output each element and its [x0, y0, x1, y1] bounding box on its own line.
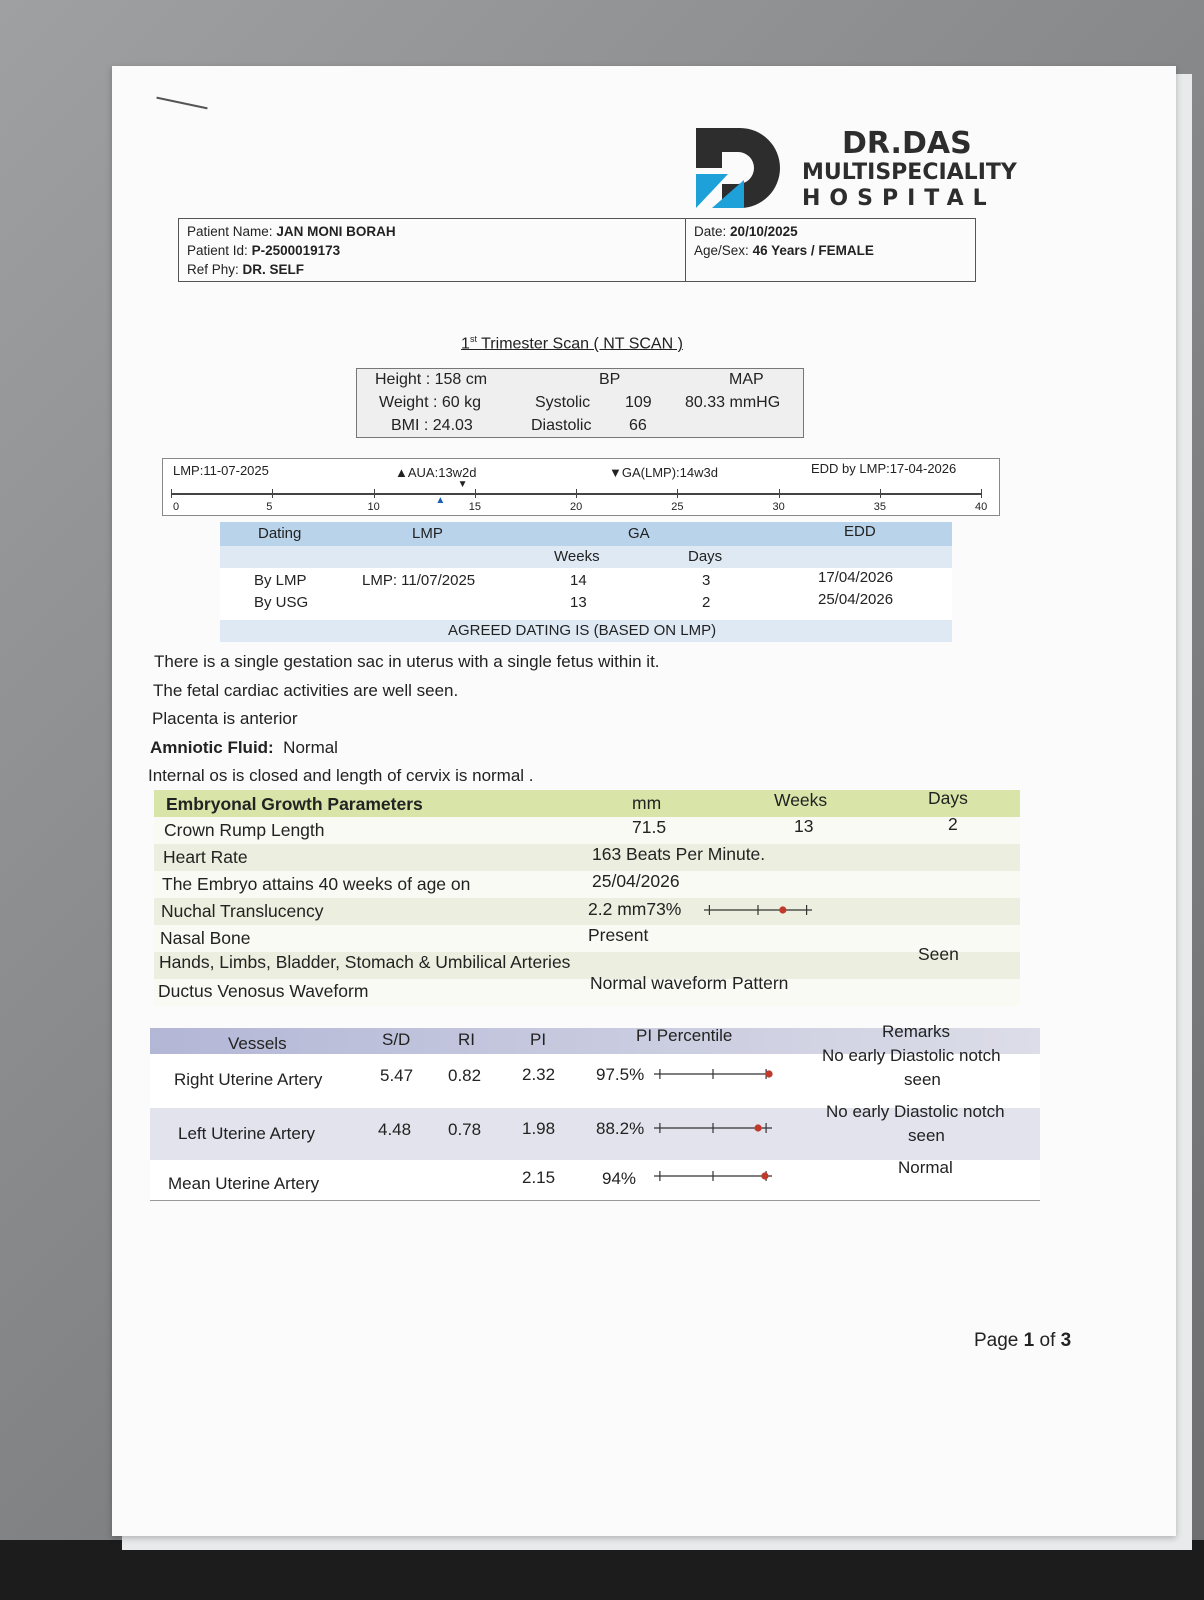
- age-sex: 46 Years / FEMALE: [752, 243, 874, 258]
- pen-mark: [156, 97, 207, 110]
- amniotic-fluid-label: Amniotic Fluid:: [150, 737, 274, 757]
- crl-days: 2: [948, 814, 958, 834]
- timeline-tick-label: 0: [173, 501, 180, 513]
- patient-id-row: Patient Id: P-2500019173: [187, 243, 341, 258]
- vessels-col-remarks: Remarks: [882, 1022, 951, 1041]
- timeline-tick: [272, 489, 273, 498]
- crl-weeks: 13: [794, 816, 814, 836]
- timeline-tick: [576, 489, 577, 498]
- dating-col-ga: GA: [628, 525, 650, 542]
- nt-label: Nuchal Translucency: [161, 901, 324, 921]
- bp-label: BP: [599, 371, 621, 388]
- growth-title: Embryonal Growth Parameters: [166, 794, 423, 814]
- vessels-col-pi: PI: [530, 1030, 547, 1049]
- timeline-tick: [374, 489, 375, 498]
- vessel-pi: 1.98: [522, 1119, 556, 1138]
- dating-row-label: By LMP: [254, 572, 307, 589]
- vessel-pi: 2.15: [522, 1168, 556, 1187]
- date-row: Date: 20/10/2025: [694, 224, 798, 239]
- timeline-lmp: LMP:11-07-2025: [173, 463, 269, 478]
- height: Height : 158 cm: [375, 371, 488, 388]
- percentile-marker: [754, 1124, 761, 1131]
- hospital-logo: [682, 124, 1022, 214]
- dating-row-days: 3: [702, 572, 711, 589]
- dating-sub-weeks: Weeks: [554, 548, 600, 565]
- timeline-tick-label: 40: [975, 501, 988, 513]
- dating-footer: [220, 620, 952, 642]
- scan-title: 1st Trimester Scan ( NT SCAN ): [461, 334, 683, 353]
- timeline-ga: ▼GA(LMP):14w3d: [609, 465, 718, 480]
- timeline-tick-label: 20: [570, 501, 583, 513]
- growth-parameters-table: [154, 790, 1020, 1006]
- term-label: The Embryo attains 40 weeks of age on: [162, 874, 471, 894]
- timeline-tick-label: 10: [367, 501, 380, 513]
- aua-marker-icon: ▲: [435, 495, 446, 506]
- vessel-remark: seen: [908, 1126, 945, 1145]
- ductus-value: Normal waveform Pattern: [590, 973, 789, 993]
- crl-label: Crown Rump Length: [164, 820, 325, 840]
- growth-row-ductus: [154, 973, 1020, 1006]
- dating-header: [220, 522, 952, 546]
- report-date: 20/10/2025: [730, 224, 798, 239]
- nt-percentile-plot: [700, 900, 820, 920]
- dating-col-dating: Dating: [258, 525, 302, 542]
- patient-name: JAN MONI BORAH: [276, 224, 396, 239]
- diastolic-label: Diastolic: [531, 417, 592, 434]
- agreed-dating: AGREED DATING IS (BASED ON LMP): [448, 622, 717, 639]
- growth-col-days: Days: [928, 788, 968, 808]
- finding-line: There is a single gestation sac in uterus with a single fetus within it.: [154, 652, 660, 671]
- vessel-ri: 0.82: [448, 1066, 482, 1085]
- vessels-table: [150, 1022, 1040, 1201]
- timeline-tick: [779, 489, 780, 498]
- growth-row-anatomy: [154, 944, 1020, 979]
- vessel-ri: 0.78: [448, 1120, 482, 1139]
- systolic-value: 109: [625, 394, 652, 411]
- timeline-tick: [981, 489, 982, 498]
- finding-line: The fetal cardiac activities are well seen.: [153, 680, 459, 700]
- vessel-sd: 5.47: [380, 1066, 414, 1085]
- patient-id: P-2500019173: [251, 243, 341, 258]
- amniotic-fluid-line: [150, 734, 660, 763]
- ductus-label: Ductus Venosus Waveform: [158, 981, 369, 1001]
- vessel-row: [150, 1046, 1040, 1108]
- vessels-col-pi-percentile: PI Percentile: [636, 1026, 733, 1045]
- bmi: BMI : 24.03: [391, 417, 473, 434]
- dating-col-lmp: LMP: [412, 525, 443, 542]
- timeline-aua: ▲AUA:13w2d: [395, 465, 477, 480]
- growth-row-nt: [154, 898, 1020, 925]
- heart-rate-label: Heart Rate: [163, 847, 248, 867]
- timeline-tick: [677, 489, 678, 498]
- dating-subheader: [220, 546, 952, 568]
- term-value: 25/04/2026: [592, 871, 680, 891]
- map-label: MAP: [729, 371, 764, 388]
- hospital-name-line1: DR.DAS: [842, 126, 972, 161]
- anatomy-value: Seen: [918, 944, 959, 964]
- timeline-tick-label: 15: [468, 501, 481, 513]
- growth-header: [154, 790, 1020, 817]
- nasal-bone-value: Present: [588, 925, 649, 945]
- amniotic-fluid-value: Normal: [283, 737, 338, 757]
- finding-line: Placenta is anterior: [152, 709, 298, 728]
- vessel-percentile-plot: [650, 1064, 780, 1084]
- timeline-tick-label: 25: [671, 501, 684, 513]
- map-value: 80.33 mmHG: [685, 394, 781, 411]
- vessel-name: Mean Uterine Artery: [168, 1174, 320, 1193]
- vessel-percentile-plot: [650, 1118, 780, 1138]
- vessels-col-sd: S/D: [382, 1030, 411, 1049]
- timeline-edd: EDD by LMP:17-04-2026: [811, 461, 957, 476]
- percentile-marker: [779, 906, 786, 913]
- growth-row-crl: [154, 814, 1020, 844]
- timeline-tick: [171, 489, 172, 498]
- vessel-name: Right Uterine Artery: [174, 1070, 323, 1089]
- vessel-name: Left Uterine Artery: [178, 1124, 316, 1143]
- systolic-label: Systolic: [535, 394, 591, 411]
- growth-row-heart-rate: [154, 844, 1020, 871]
- dating-body: [220, 568, 952, 620]
- timeline-tick-label: 5: [266, 501, 273, 513]
- gestation-timeline: [162, 458, 1000, 516]
- vessel-row: [150, 1102, 1040, 1160]
- patient-name-row: Patient Name: JAN MONI BORAH: [187, 224, 396, 239]
- vessel-percentile: 94%: [602, 1169, 637, 1188]
- timeline-tick-label: 35: [873, 501, 886, 513]
- hospital-name-line2: MULTISPECIALITY: [802, 160, 1017, 185]
- dating-row-edd: 25/04/2026: [818, 591, 894, 608]
- vessel-sd: 4.48: [378, 1120, 412, 1139]
- crl-mm: 71.5: [632, 817, 667, 837]
- diastolic-value: 66: [629, 417, 647, 434]
- vessel-percentile: 97.5%: [596, 1065, 645, 1084]
- growth-row-term: [154, 871, 1020, 898]
- vessel-pi: 2.32: [522, 1065, 556, 1084]
- patient-info-left: [179, 219, 686, 281]
- weight: Weight : 60 kg: [379, 394, 481, 411]
- vessel-remark: seen: [904, 1070, 941, 1089]
- page-number: Page 1 of 3: [974, 1330, 1072, 1351]
- dating-row-weeks: 13: [570, 594, 587, 611]
- hospital-name-line3: HOSPITAL: [802, 186, 996, 211]
- dating-col-edd: EDD: [844, 523, 876, 540]
- timeline-tick-label: 30: [772, 501, 785, 513]
- timeline-tick: [880, 489, 881, 498]
- growth-row-nasal-bone: [154, 925, 1020, 952]
- vessel-remark: Normal: [898, 1158, 953, 1177]
- finding-line: Internal os is closed and length of cervix is normal .: [148, 766, 534, 785]
- vessels-col-ri: RI: [458, 1030, 475, 1049]
- ref-phy: DR. SELF: [242, 262, 305, 277]
- patient-info-right: [686, 219, 882, 281]
- patient-info-box: [178, 218, 976, 282]
- vessel-percentile-plot: [650, 1166, 780, 1186]
- dating-sub-days: Days: [688, 548, 723, 565]
- anatomy-label: Hands, Limbs, Bladder, Stomach & Umbilical Arteries: [159, 952, 571, 972]
- vessels-col-vessels: Vessels: [228, 1034, 287, 1053]
- timeline-tick: [475, 489, 476, 498]
- dating-table: [220, 522, 952, 642]
- percentile-marker: [761, 1172, 768, 1179]
- ref-phy-row: Ref Phy: DR. SELF: [187, 262, 305, 277]
- percentile-marker: [765, 1070, 772, 1077]
- vessel-percentile: 88.2%: [596, 1119, 645, 1138]
- dating-row-days: 2: [702, 594, 711, 611]
- findings-text: [150, 648, 660, 791]
- logo-mark-icon: [682, 124, 792, 214]
- dating-row-edd: 17/04/2026: [818, 569, 894, 586]
- report-page: [112, 66, 1176, 1536]
- nasal-bone-label: Nasal Bone: [160, 928, 251, 948]
- growth-col-weeks: Weeks: [774, 790, 828, 810]
- dating-row-weeks: 14: [570, 572, 587, 589]
- vitals-box: [356, 368, 804, 438]
- ga-marker-icon: ▼: [457, 479, 468, 490]
- dating-row-lmp: LMP: 11/07/2025: [362, 572, 476, 589]
- heart-rate-value: 163 Beats Per Minute.: [592, 844, 766, 864]
- growth-col-mm: mm: [632, 793, 662, 813]
- vessel-remark: No early Diastolic notch: [822, 1046, 1001, 1065]
- nt-value: 2.2 mm73%: [588, 899, 682, 919]
- vessel-row: [150, 1160, 1040, 1201]
- dating-row-label: By USG: [254, 594, 309, 611]
- vessel-remark: No early Diastolic notch: [826, 1102, 1005, 1121]
- age-sex-row: Age/Sex: 46 Years / FEMALE: [694, 243, 874, 258]
